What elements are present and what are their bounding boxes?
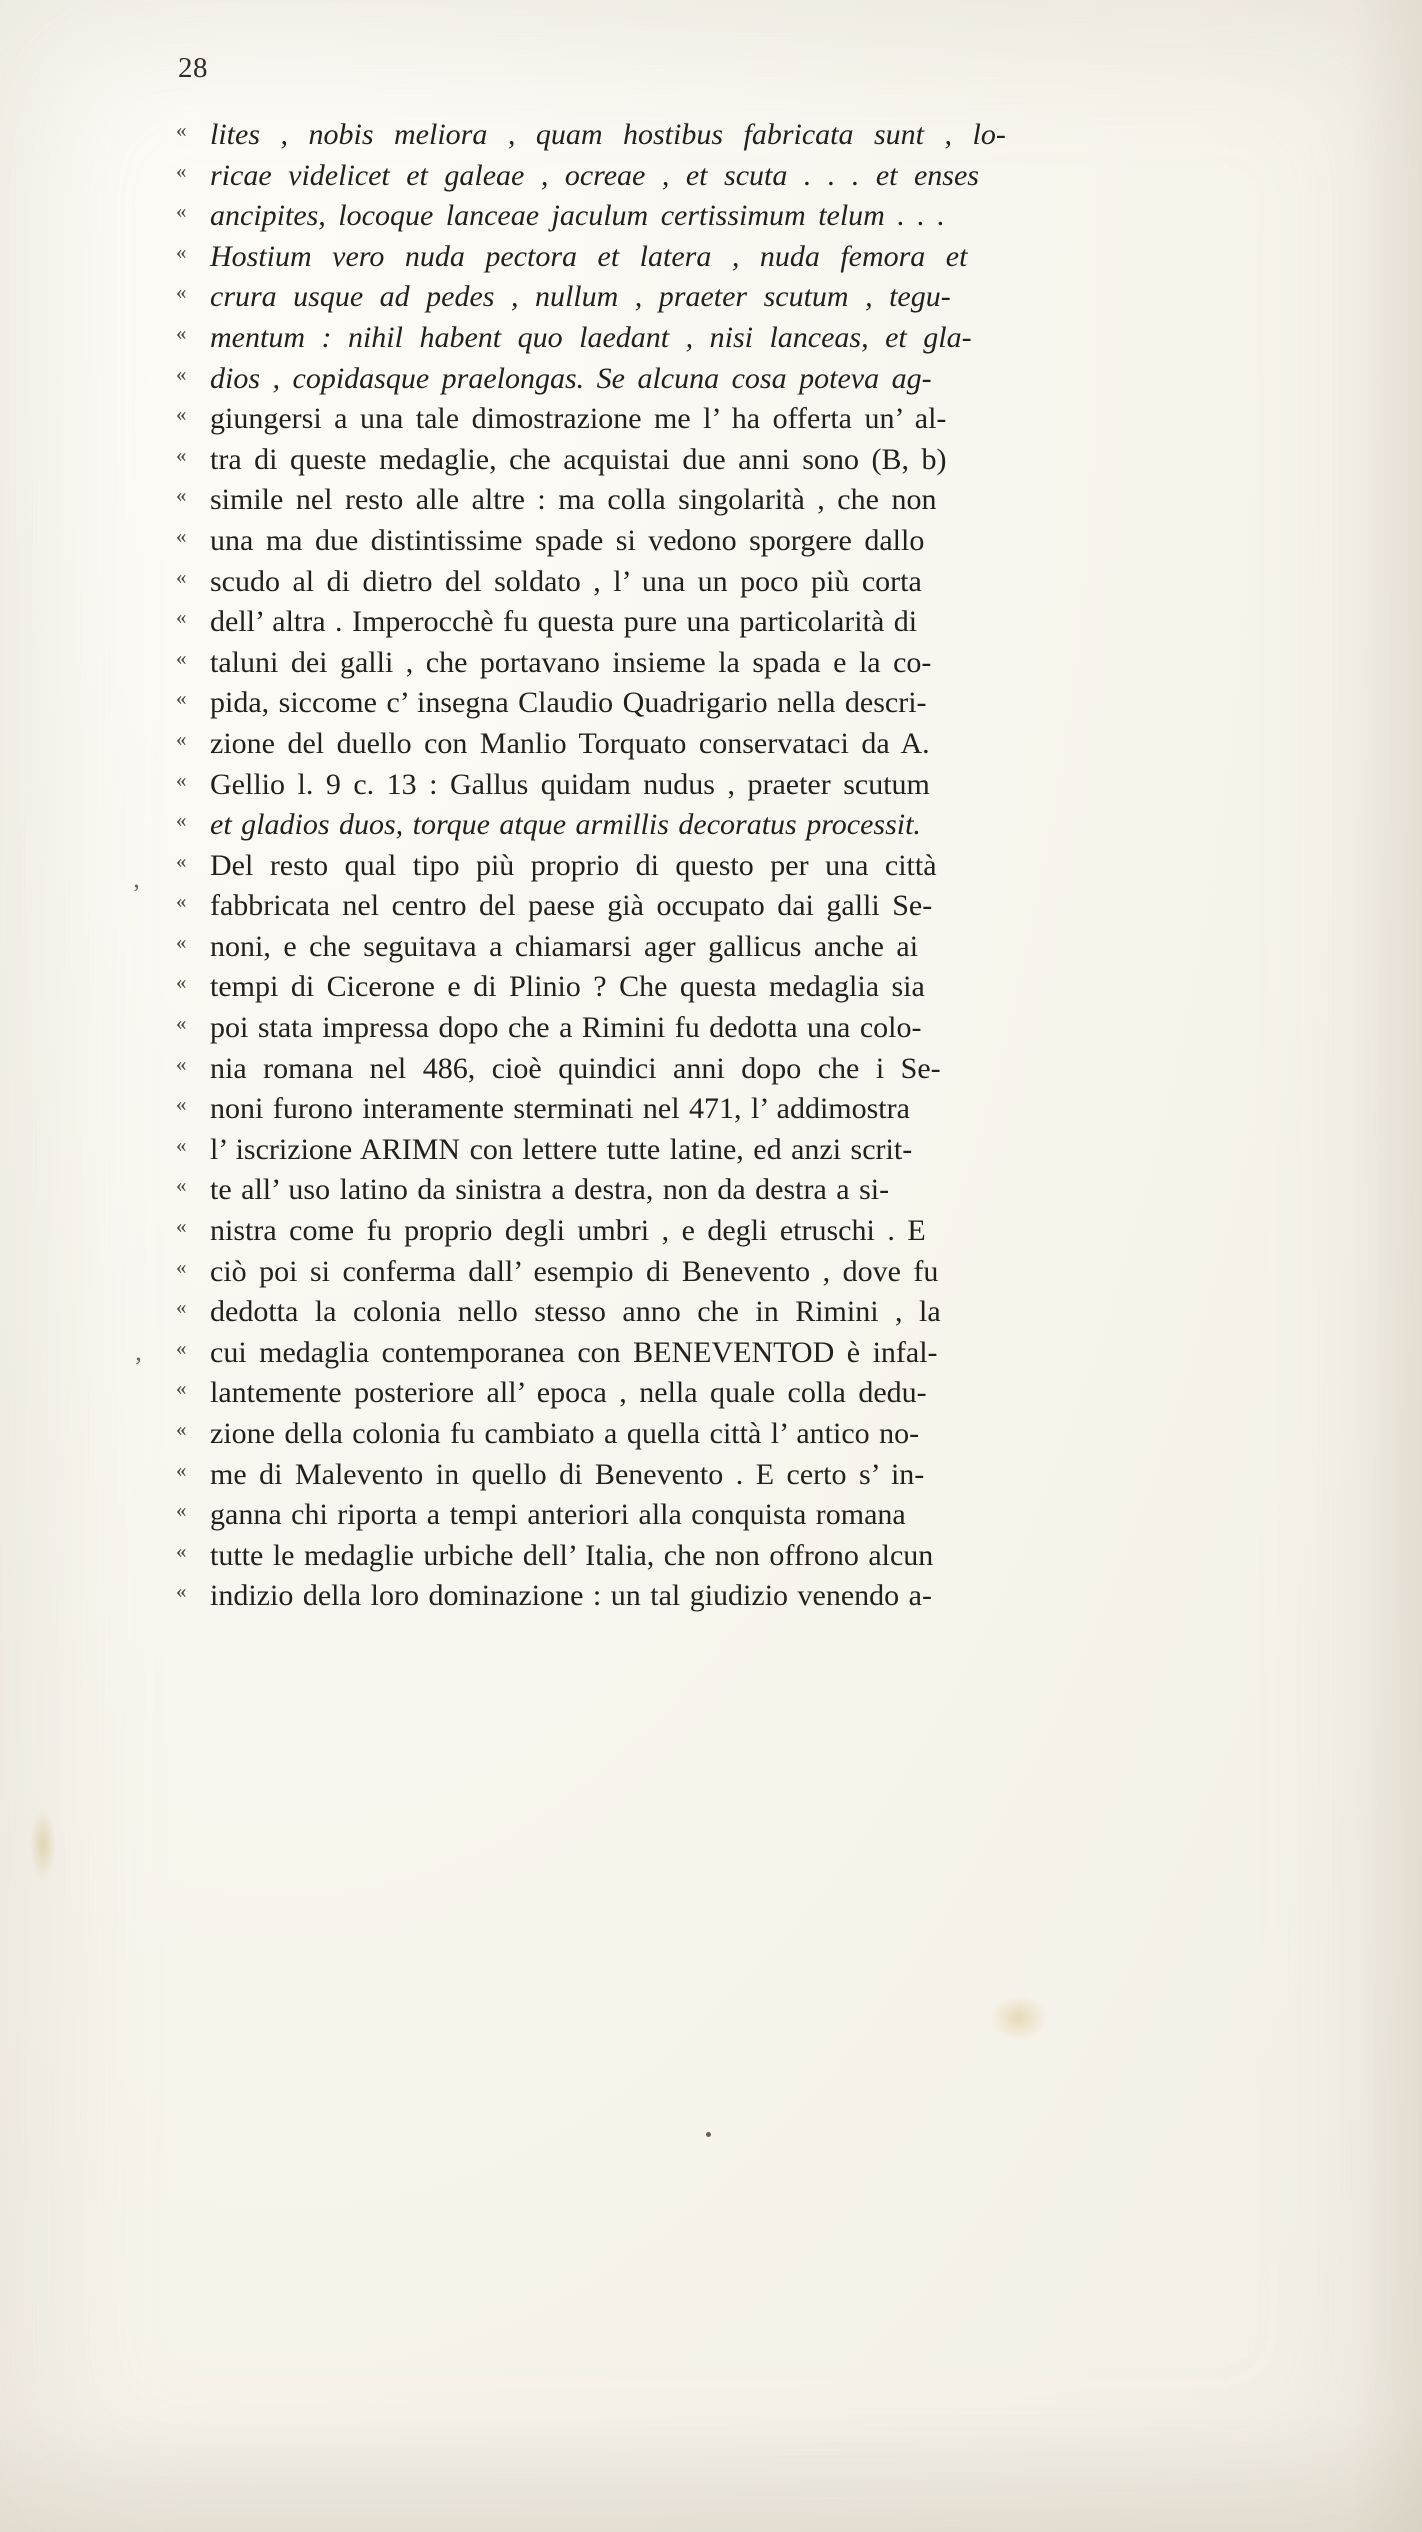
text-line [176,402,1250,443]
text-line [176,1458,1250,1499]
guillemet-mark: « [176,199,187,224]
page-number: 28 [178,52,208,84]
guillemet-mark: « [176,1214,187,1239]
footer-dot-mark [706,2132,711,2137]
guillemet-mark: « [176,605,187,630]
text-line [176,280,1250,321]
text-line [176,1376,1250,1417]
guillemet-mark: « [176,361,187,386]
line-text: Del resto qual tipo più proprio di questo per una città [210,848,937,882]
line-text: poi stata impressa dopo che a Rimini fu dedotta una colo- [210,1011,922,1045]
text-line [176,970,1250,1011]
text-line [176,686,1250,727]
guillemet-mark: « [176,970,187,995]
text-line [176,930,1250,971]
text-line [176,1092,1250,1133]
line-text: dedotta la colonia nello stesso anno che in Rimini , la [210,1295,941,1329]
guillemet-mark: « [176,442,187,467]
guillemet-mark: « [176,1295,187,1320]
text-line [176,1214,1250,1255]
paper-stain-left [30,1810,56,1880]
line-text: ganna chi riporta a tempi anteriori alla conquista romana [210,1498,906,1532]
guillemet-mark: « [176,645,187,670]
guillemet-mark: « [176,1417,187,1441]
text-line [176,768,1250,809]
page-edge-shadow [1352,0,1422,2532]
guillemet-mark: « [176,1579,187,1604]
text-line [176,1336,1250,1377]
line-text: ciò poi si conferma dall’ esempio di Benevento , dove fu [210,1254,939,1288]
guillemet-mark: « [176,402,187,427]
line-text: scudo al di dietro del soldato , l’ una un poco più corta [210,564,922,598]
text-line [176,1579,1250,1620]
guillemet-mark: « [176,848,187,873]
text-line [176,362,1250,403]
line-text: et gladios duos, torque atque armillis decoratus processit. [210,808,921,842]
line-text: ancipites, locoque lanceae jaculum certissimum telum . . . [210,199,945,233]
line-text: lites , nobis meliora , quam hostibus fabricata sunt , lo- [210,118,1006,151]
guillemet-mark: « [176,564,187,589]
line-text: l’ iscrizione ARIMN con lettere tutte latine, ed anzi scrit- [210,1132,913,1166]
line-text: dios , copidasque praelongas. Se alcuna cosa poteva ag- [210,361,932,395]
line-text: zione del duello con Manlio Torquato conservataci da A. [210,726,930,760]
guillemet-mark: « [176,1538,187,1563]
guillemet-mark: « [176,1011,187,1036]
guillemet-mark: « [176,1376,187,1401]
text-line [176,240,1250,281]
paper-stain-right [990,1995,1048,2041]
guillemet-mark: « [176,1457,187,1482]
text-line [176,1011,1250,1052]
guillemet-mark: « [176,1051,187,1076]
line-text: tempi di Cicerone e di Plinio ? Che questa medaglia sia [210,970,925,1004]
guillemet-mark: « [176,767,187,792]
text-line [176,524,1250,565]
guillemet-mark: « [176,118,187,142]
text-line [176,646,1250,687]
line-text: nia romana nel 486, cioè quindici anni dopo che i Se- [210,1051,941,1085]
guillemet-mark: « [176,929,187,954]
guillemet-mark: « [176,523,187,548]
guillemet-mark: « [176,1132,187,1157]
guillemet-mark: « [176,808,187,833]
text-line [176,118,1250,159]
line-text: giungersi a una tale dimostrazione me l’ ha offerta un’ al- [210,402,947,436]
line-text: te all’ uso latino da sinistra a destra, non da destra a si- [210,1173,890,1207]
margin-tick-lower: ’ [134,1352,143,1381]
line-text: mentum : nihil habent quo laedant , nisi lanceas, et gla- [210,320,972,354]
guillemet-mark: « [176,1254,187,1279]
line-text: indizio della loro dominazione : un tal giudizio venendo a- [210,1579,932,1613]
text-line [176,1255,1250,1296]
text-line [176,605,1250,646]
text-line [176,1539,1250,1580]
text-line [176,1052,1250,1093]
line-text: Hostium vero nuda pectora et latera , nuda femora et [210,239,968,273]
line-text: Gellio l. 9 c. 13 : Gallus quidam nudus , praeter scutum [210,767,930,801]
text-line [176,1417,1250,1458]
text-line [176,1295,1250,1336]
text-line [176,565,1250,606]
text-line [176,483,1250,524]
text-line [176,159,1250,200]
text-line [176,443,1250,484]
text-line [176,1173,1250,1214]
guillemet-mark: « [176,239,187,264]
guillemet-mark: « [176,483,187,508]
line-text: tra di queste medaglie, che acquistai due anni sono (B, b) [210,442,947,476]
guillemet-mark: « [176,726,187,751]
guillemet-mark: « [176,280,187,305]
text-line [176,849,1250,890]
line-text: dell’ altra . Imperocchè fu questa pure una particolarità di [210,605,918,639]
line-text: pida, siccome c’ insegna Claudio Quadrigario nella descri- [210,686,927,720]
line-text: ricae videlicet et galeae , ocreae , et scuta . . . et enses [210,158,979,192]
line-text: taluni dei galli , che portavano insieme la spada e la co- [210,645,932,679]
text-line [176,889,1250,930]
line-text: zione della colonia fu cambiato a quella città l’ antico no- [210,1417,920,1450]
text-line [176,1133,1250,1174]
line-text: una ma due distintissime spade si vedono sporgere dallo [210,523,925,557]
text-line [176,727,1250,768]
line-text: simile nel resto alle altre : ma colla singolarità , che non [210,483,937,517]
guillemet-mark: « [176,1498,187,1523]
text-line [176,199,1250,240]
guillemet-mark: « [176,1335,187,1360]
text-line [176,321,1250,362]
line-text: nistra come fu proprio degli umbri , e degli etruschi . E [210,1214,926,1248]
line-text: me di Malevento in quello di Benevento . E certo s’ in- [210,1457,925,1491]
line-text: crura usque ad pedes , nullum , praeter scutum , tegu- [210,280,951,314]
guillemet-mark: « [176,158,187,183]
body-text-block [176,118,1250,1620]
line-text: cui medaglia contemporanea con BENEVENTOD è infal- [210,1335,938,1369]
line-text: fabbricata nel centro del paese già occupato dai galli Se- [210,889,933,923]
line-text: noni furono interamente sterminati nel 471, l’ addimostra [210,1092,910,1126]
guillemet-mark: « [176,1092,187,1117]
guillemet-mark: « [176,889,187,914]
text-line [176,808,1250,849]
guillemet-mark: « [176,1173,187,1198]
text-line [176,1498,1250,1539]
line-text: noni, e che seguitava a chiamarsi ager gallicus anche ai [210,929,919,963]
guillemet-mark: « [176,686,187,711]
margin-tick-upper: ’ [132,879,141,908]
line-text: tutte le medaglie urbiche dell’ Italia, che non offrono alcun [210,1538,934,1572]
guillemet-mark: « [176,320,187,345]
line-text: lantemente posteriore all’ epoca , nella quale colla dedu- [210,1376,927,1410]
page-bottom-shadow [0,2412,1422,2532]
